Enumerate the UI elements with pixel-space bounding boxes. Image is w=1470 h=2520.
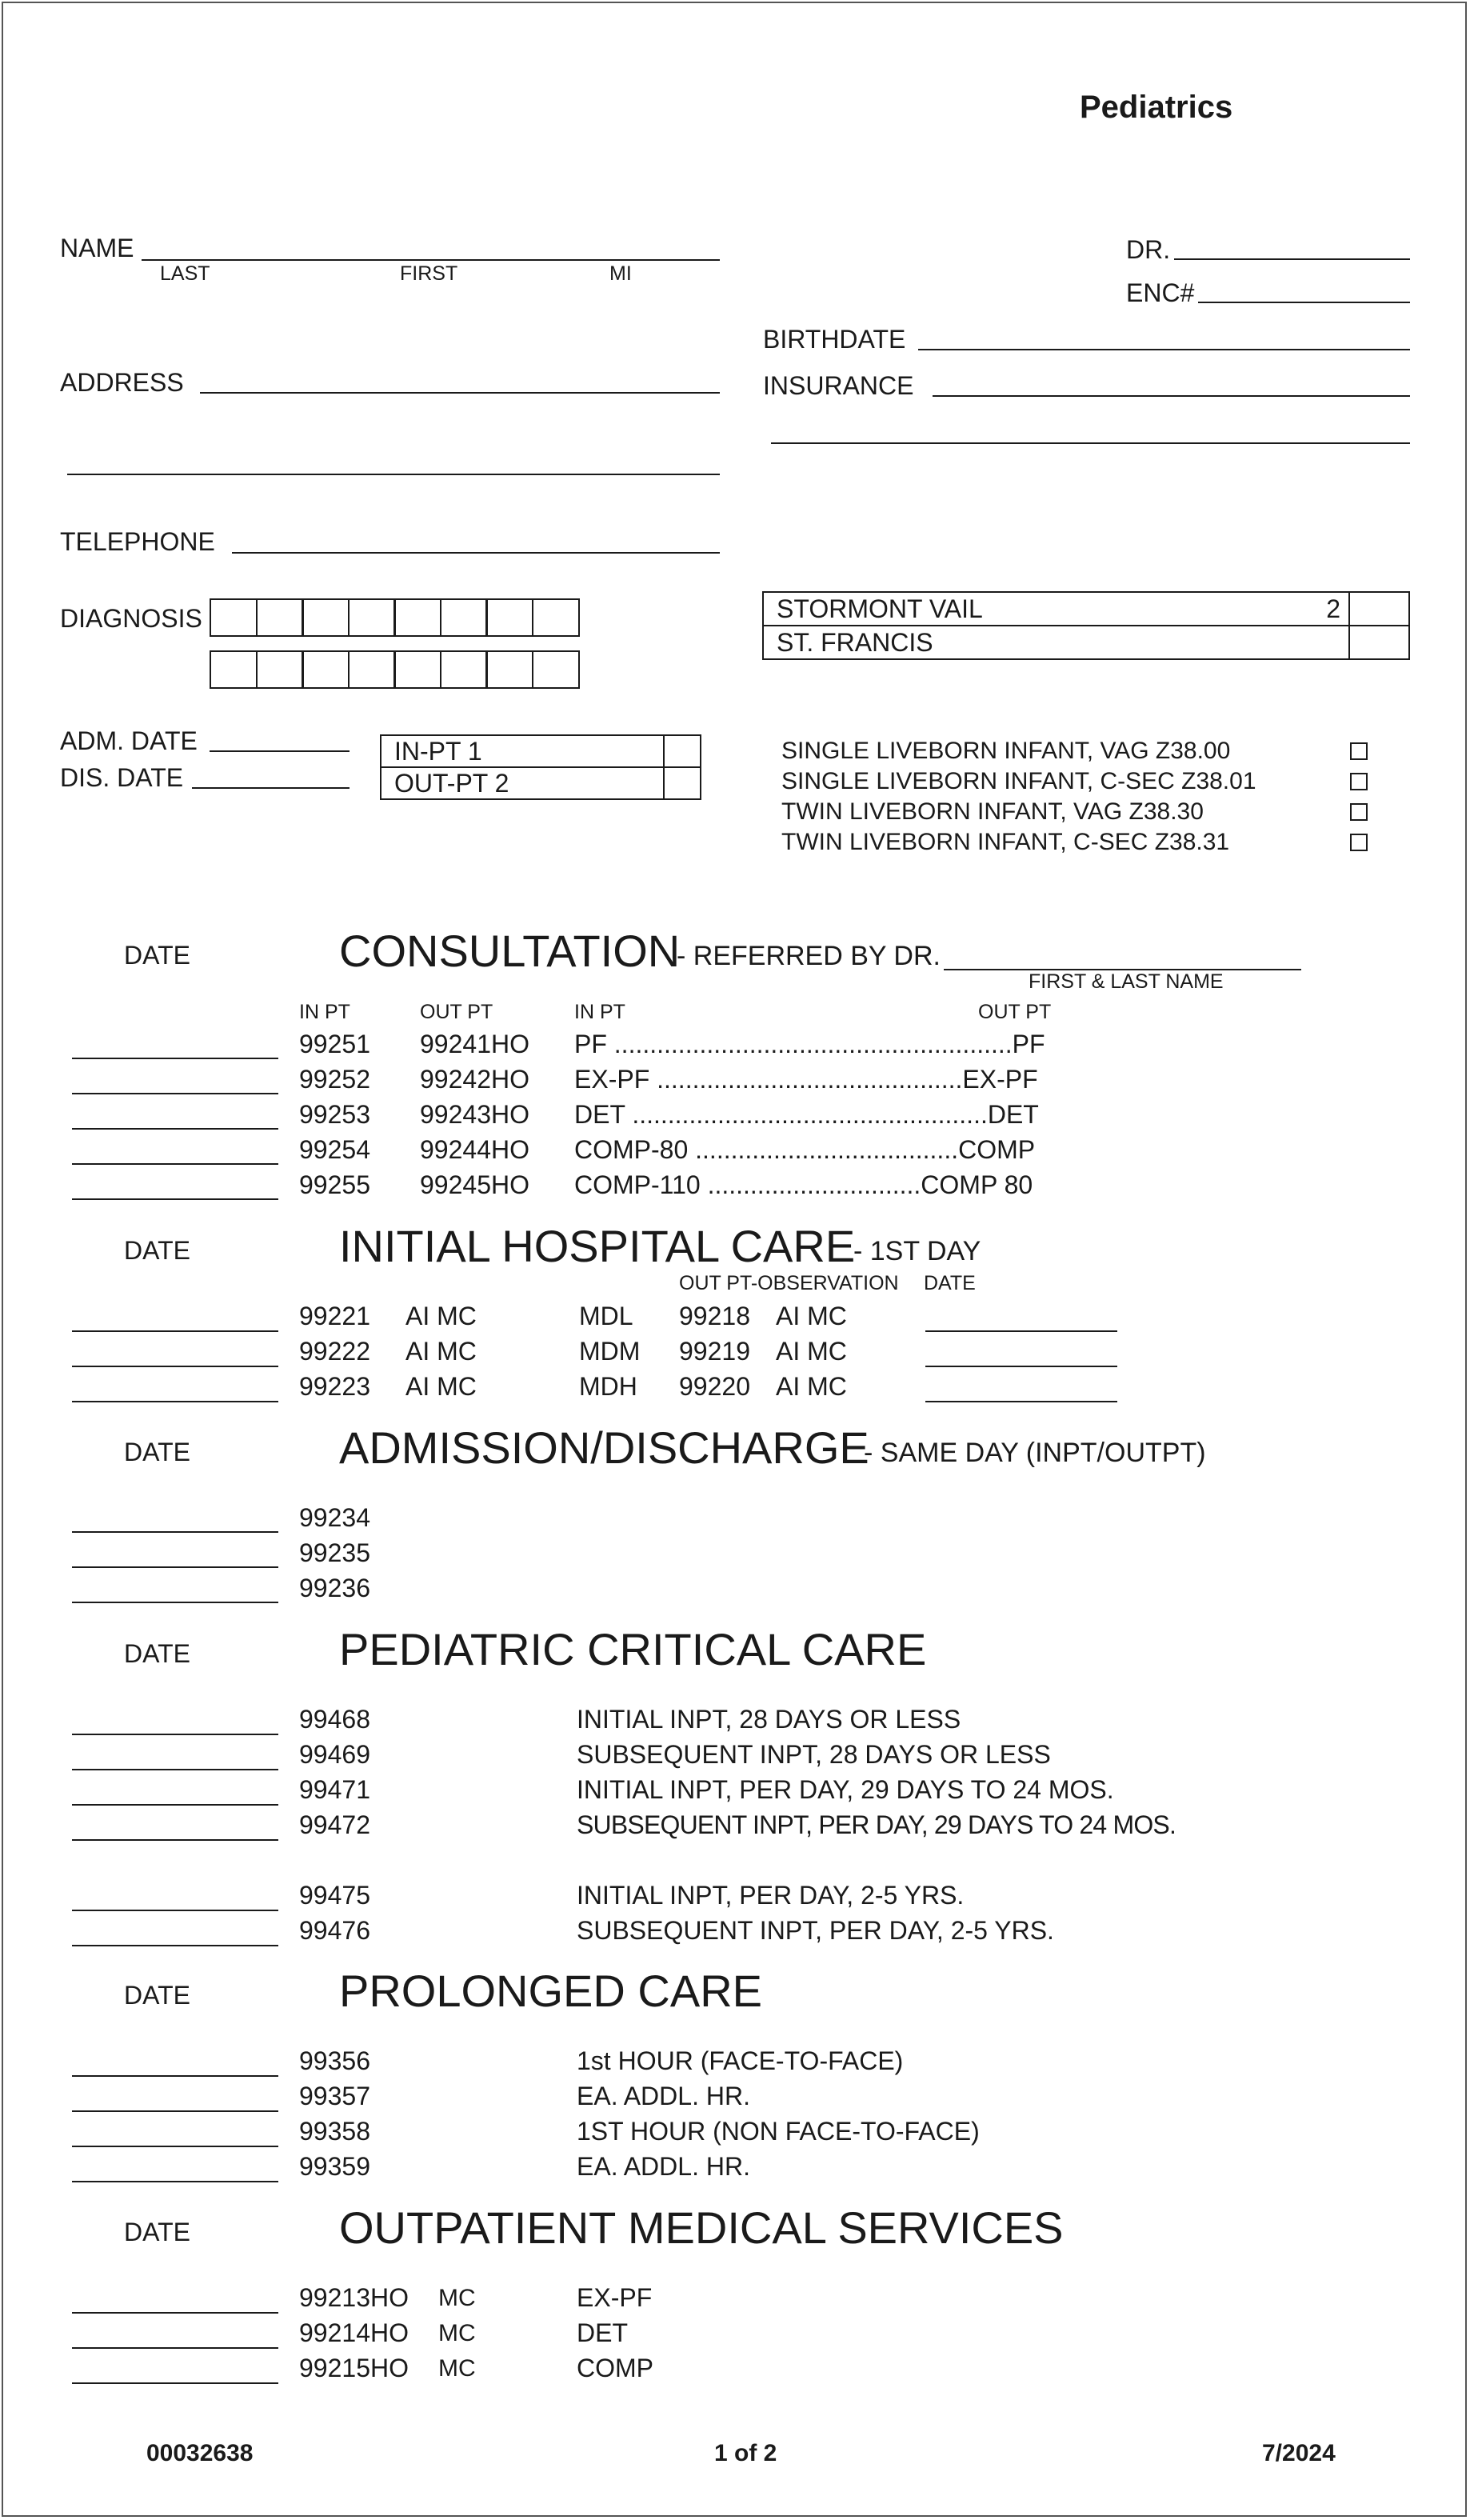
consult-out-code: 99243HO [420,1100,529,1129]
dr-label: DR. [1126,235,1171,264]
outpatient-date-header: DATE [124,2218,190,2246]
observation-date-field[interactable] [925,1330,1117,1332]
diagnosis-cell[interactable] [210,598,258,637]
diagnosis-cell[interactable] [393,598,441,637]
hospital-stormont-checkbox[interactable] [1349,592,1409,626]
observation-code: 99218 [679,1302,750,1330]
infant-checkbox-2[interactable] [1350,773,1368,790]
diagnosis-cell[interactable] [485,598,533,637]
diagnosis-cell[interactable] [256,650,304,689]
observation-date-field[interactable] [925,1401,1117,1402]
address-field[interactable] [200,392,720,394]
enc-label: ENC# [1126,278,1195,307]
diagnosis-cell[interactable] [440,598,488,637]
dr-field[interactable] [1174,258,1410,260]
insurance-field-2[interactable] [771,442,1410,444]
initial-code: 99221 [299,1302,370,1330]
observation-header: OUT PT-OBSERVATION [679,1272,899,1294]
consult-out-code: 99245HO [420,1170,529,1199]
col-header-in-pt: IN PT [299,1001,350,1023]
prolonged-date-header: DATE [124,1981,190,2010]
in-pt-option: IN-PT 1 [381,735,664,767]
date-field[interactable] [72,1531,278,1533]
infant-option-4: TWIN LIVEBORN INFANT, C-SEC Z38.31 [781,829,1230,855]
in-pt-checkbox[interactable] [664,735,701,767]
date-field[interactable] [72,2382,278,2384]
date-field[interactable] [72,1839,278,1841]
diagnosis-cell[interactable] [256,598,304,637]
date-field[interactable] [72,1734,278,1735]
infant-checkbox-3[interactable] [1350,803,1368,821]
date-field[interactable] [72,1401,278,1402]
initial-date-header: DATE [124,1236,190,1265]
observation-mc: AI MC [776,1337,847,1366]
consult-in-code: 99251 [299,1030,370,1058]
consult-level: PF ........................................................PF [574,1030,1045,1058]
admission-code: 99234 [299,1503,370,1532]
consult-in-code: 99255 [299,1170,370,1199]
revision-date: 7/2024 [1262,2440,1336,2466]
critical-code: 99469 [299,1740,370,1769]
date-field[interactable] [72,1128,278,1130]
prolonged-desc: EA. ADDL. HR. [577,2082,750,2110]
consult-level: COMP-110 ..............................COMP 80 [574,1170,1033,1199]
admission-title: ADMISSION/DISCHARGE [339,1422,869,1473]
admission-code: 99236 [299,1574,370,1602]
initial-mc: AI MC [405,1337,477,1366]
prolonged-desc: EA. ADDL. HR. [577,2152,750,2181]
prolonged-code: 99358 [299,2117,370,2146]
consult-in-code: 99252 [299,1065,370,1094]
name-label: NAME [60,234,134,262]
outpatient-code: 99213HO [299,2283,409,2312]
pt-type-table [380,734,701,800]
prolonged-care-title: PROLONGED CARE [339,1966,762,2016]
diagnosis-cell[interactable] [485,650,533,689]
consult-in-code: 99253 [299,1100,370,1129]
date-field[interactable] [72,1602,278,1603]
critical-care-title: PEDIATRIC CRITICAL CARE [339,1624,927,1674]
initial-care-subtitle: - 1ST DAY [853,1236,981,1266]
hospital-st-francis-checkbox[interactable] [1349,626,1409,659]
infant-checkbox-1[interactable] [1350,742,1368,760]
observation-code: 99219 [679,1337,750,1366]
consult-level: DET ..................................................DET [574,1100,1039,1129]
mi-caption: MI [609,262,632,285]
initial-code: 99222 [299,1337,370,1366]
consult-in-code: 99254 [299,1135,370,1164]
out-pt-checkbox[interactable] [664,767,701,799]
birthdate-label: BIRTHDATE [763,325,906,354]
critical-date-header: DATE [124,1639,190,1668]
consult-level: COMP-80 .....................................COMP [574,1135,1036,1164]
hospital-st-francis: ST. FRANCIS [763,626,1349,659]
prolonged-desc: 1st HOUR (FACE-TO-FACE) [577,2046,904,2075]
prolonged-desc: 1ST HOUR (NON FACE-TO-FACE) [577,2117,980,2146]
observation-date-field[interactable] [925,1366,1117,1367]
critical-desc: SUBSEQUENT INPT, 28 DAYS OR LESS [577,1740,1051,1769]
diagnosis-cell[interactable] [302,650,350,689]
adm-date-field[interactable] [210,750,350,752]
diagnosis-cell[interactable] [210,650,258,689]
infant-option-1: SINGLE LIVEBORN INFANT, VAG Z38.00 [781,738,1231,764]
observation-date-header: DATE [924,1272,976,1294]
prolonged-code: 99357 [299,2082,370,2110]
date-field[interactable] [72,1330,278,1332]
outpatient-mc: MC [438,2320,476,2346]
last-name-caption: LAST [160,262,210,285]
date-field[interactable] [72,1910,278,1911]
initial-care-title: INITIAL HOSPITAL CARE [339,1221,856,1271]
insurance-label: INSURANCE [763,371,914,400]
critical-desc: INITIAL INPT, 28 DAYS OR LESS [577,1705,961,1734]
consult-out-code: 99241HO [420,1030,529,1058]
birthdate-field[interactable] [918,349,1410,350]
hospital-stormont [763,592,1349,626]
address-label: ADDRESS [60,368,184,397]
diagnosis-cell[interactable] [532,650,580,689]
observation-code: 99220 [679,1372,750,1401]
col-header-out-pt-level: OUT PT [978,1001,1052,1023]
diagnosis-cell[interactable] [393,650,441,689]
critical-code: 99468 [299,1705,370,1734]
outpatient-title: OUTPATIENT MEDICAL SERVICES [339,2202,1064,2253]
initial-level: MDL [579,1302,633,1330]
dis-date-field[interactable] [192,787,350,789]
date-field[interactable] [72,1566,278,1568]
date-field[interactable] [72,1163,278,1165]
diagnosis-cell[interactable] [348,650,396,689]
observation-mc: AI MC [776,1372,847,1401]
date-field[interactable] [72,2312,278,2314]
date-field[interactable] [72,1198,278,1200]
outpatient-desc: DET [577,2318,628,2347]
initial-level: MDH [579,1372,637,1401]
initial-level: MDM [579,1337,641,1366]
date-field[interactable] [72,2347,278,2349]
critical-code: 99476 [299,1916,370,1945]
consultation-date-header: DATE [124,941,190,970]
col-header-out-pt: OUT PT [420,1001,493,1023]
observation-mc: AI MC [776,1302,847,1330]
page-indicator: 1 of 2 [714,2440,777,2466]
date-field[interactable] [72,2146,278,2147]
enc-field[interactable] [1198,302,1410,303]
date-field[interactable] [72,2181,278,2182]
form-title: Pediatrics [1080,90,1233,125]
form-number: 00032638 [146,2440,254,2466]
infant-option-2: SINGLE LIVEBORN INFANT, C-SEC Z38.01 [781,768,1256,794]
critical-code: 99471 [299,1775,370,1804]
out-pt-option: OUT-PT 2 [381,767,664,799]
admission-code: 99235 [299,1538,370,1567]
consult-out-code: 99244HO [420,1135,529,1164]
outpatient-mc: MC [438,2355,476,2382]
dis-date-label: DIS. DATE [60,763,184,792]
outpatient-desc: EX-PF [577,2283,653,2312]
consult-level: EX-PF ...........................................EX-PF [574,1065,1038,1094]
name-field[interactable] [142,259,720,261]
admission-subtitle: - SAME DAY (INPT/OUTPT) [864,1438,1206,1468]
critical-code: 99475 [299,1881,370,1910]
diagnosis-label: DIAGNOSIS [60,604,202,633]
diagnosis-cell[interactable] [532,598,580,637]
date-field[interactable] [72,2110,278,2112]
consult-out-code: 99242HO [420,1065,529,1094]
date-field[interactable] [72,1769,278,1770]
diagnosis-cell[interactable] [348,598,396,637]
diagnosis-cell[interactable] [440,650,488,689]
critical-desc: SUBSEQUENT INPT, PER DAY, 29 DAYS TO 24 MOS. [577,1810,1176,1839]
infant-checkbox-4[interactable] [1350,834,1368,851]
initial-mc: AI MC [405,1302,477,1330]
critical-desc: SUBSEQUENT INPT, PER DAY, 2-5 YRS. [577,1916,1054,1945]
critical-code: 99472 [299,1810,370,1839]
date-field[interactable] [72,1945,278,1946]
consultation-title: CONSULTATION [339,926,681,976]
diagnosis-grid-1[interactable] [210,598,580,637]
prolonged-code: 99359 [299,2152,370,2181]
hospital-table [762,591,1410,660]
address-field-2[interactable] [67,474,720,475]
col-header-in-pt-level: IN PT [574,1001,625,1023]
date-field[interactable] [72,1804,278,1806]
hospital-stormont-label: STORMONT VAIL [777,594,983,623]
initial-code: 99223 [299,1372,370,1401]
outpatient-mc: MC [438,2285,476,2311]
adm-date-label: ADM. DATE [60,726,198,755]
outpatient-code: 99214HO [299,2318,409,2347]
first-last-name-caption: FIRST & LAST NAME [1029,970,1224,993]
telephone-field[interactable] [232,552,720,554]
prolonged-code: 99356 [299,2046,370,2075]
insurance-field[interactable] [933,395,1410,397]
telephone-label: TELEPHONE [60,527,215,556]
first-name-caption: FIRST [400,262,458,285]
date-field[interactable] [72,2075,278,2077]
initial-mc: AI MC [405,1372,477,1401]
consultation-subtitle: - REFERRED BY DR. [677,941,941,971]
date-field[interactable] [72,1093,278,1094]
diagnosis-grid-2[interactable] [210,650,580,689]
hospital-stormont-number: 2 [1326,594,1341,623]
outpatient-desc: COMP [577,2354,653,2382]
outpatient-code: 99215HO [299,2354,409,2382]
infant-option-3: TWIN LIVEBORN INFANT, VAG Z38.30 [781,798,1204,825]
diagnosis-cell[interactable] [302,598,350,637]
critical-desc: INITIAL INPT, PER DAY, 29 DAYS TO 24 MOS. [577,1775,1114,1804]
date-field[interactable] [72,1366,278,1367]
date-field[interactable] [72,1058,278,1059]
admission-date-header: DATE [124,1438,190,1466]
critical-desc: INITIAL INPT, PER DAY, 2-5 YRS. [577,1881,965,1910]
